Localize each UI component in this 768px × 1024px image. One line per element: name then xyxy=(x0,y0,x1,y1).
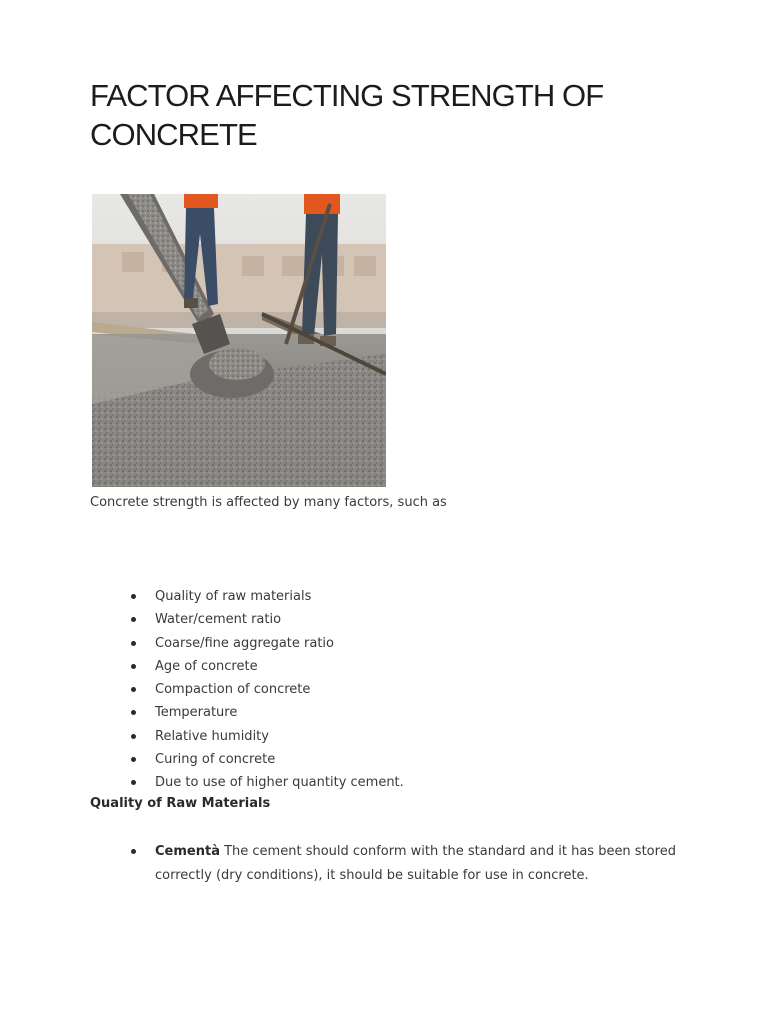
list-item-label: Due to use of higher quantity cement. xyxy=(155,775,404,791)
list-item xyxy=(130,748,404,771)
section-heading: Quality of Raw Materials xyxy=(90,796,271,811)
list-item-label: Relative humidity xyxy=(155,728,269,744)
list-item-label: Temperature xyxy=(155,705,238,721)
bullet-icon xyxy=(131,849,136,854)
list-item xyxy=(130,840,690,887)
list-item-label: Quality of raw materials xyxy=(155,589,312,604)
detail-text: The cement should conform with the standard and it has been stored correctly (dry conditions), it should be suitable for use in concrete. xyxy=(155,844,676,883)
list-item xyxy=(130,725,404,748)
list-item-label: Age of concrete xyxy=(155,658,258,674)
list-item xyxy=(130,655,404,678)
bullet-icon xyxy=(131,710,136,715)
list-item xyxy=(130,771,404,794)
bullet-icon xyxy=(131,664,136,669)
bullet-icon xyxy=(131,687,136,692)
detail-list xyxy=(130,840,690,887)
intro-text: Concrete strength is affected by many factors, such as xyxy=(90,495,447,510)
list-item xyxy=(130,678,404,701)
bullet-icon xyxy=(131,734,136,739)
detail-term: Cementà xyxy=(155,844,220,859)
list-item-label: Curing of concrete xyxy=(155,752,276,768)
factor-list xyxy=(130,585,404,795)
list-item-label: Coarse/fine aggregate ratio xyxy=(155,635,334,651)
list-item xyxy=(130,608,404,631)
concrete-pouring-photo xyxy=(92,194,386,487)
list-item xyxy=(130,701,404,724)
list-item xyxy=(130,585,404,608)
bullet-icon xyxy=(131,617,136,622)
list-item xyxy=(130,632,404,655)
page-title: FACTOR AFFECTING STRENGTH OF CONCRETE xyxy=(90,78,604,152)
list-item-label: Water/cement ratio xyxy=(155,612,282,628)
list-item-label: Compaction of concrete xyxy=(155,682,311,698)
bullet-icon xyxy=(131,757,136,762)
bullet-icon xyxy=(131,780,136,785)
bullet-icon xyxy=(131,594,136,599)
bullet-icon xyxy=(131,641,136,646)
